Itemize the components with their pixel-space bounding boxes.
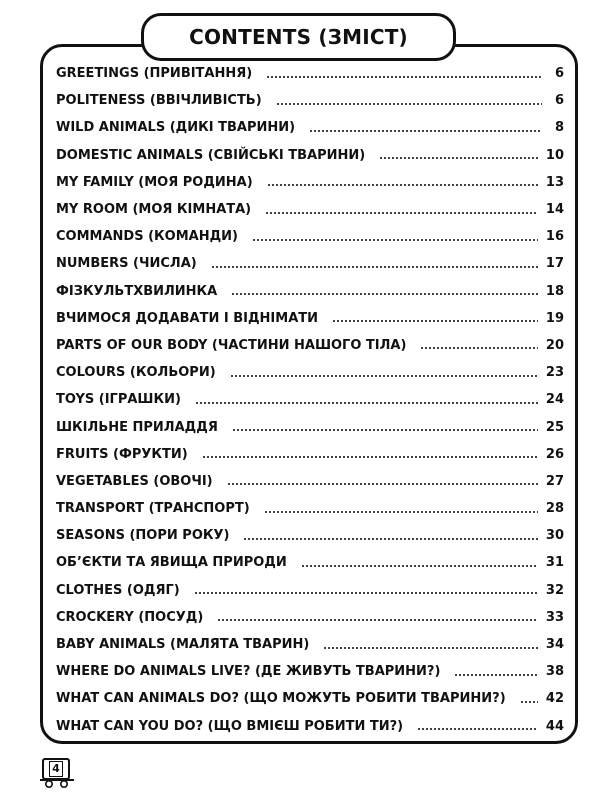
toc-entry-page: 32 xyxy=(545,582,564,598)
toc-entry-title: WHAT CAN YOU DO? (ЩО ВМІЄШ РОБИТИ ТИ?) xyxy=(56,718,404,734)
toc-entry-title: COMMANDS (КОМАНДИ) xyxy=(56,229,238,245)
toc-entry-title: NUMBERS (ЧИСЛА) xyxy=(56,256,197,272)
toc-entry-title: TRANSPORT (ТРАНСПОРТ) xyxy=(56,501,250,517)
toc-entry-title: FRUITS (ФРУКТИ) xyxy=(56,446,188,462)
dot-leader xyxy=(309,130,542,132)
toc-entry-page: 33 xyxy=(545,609,564,625)
toc-entry-page: 16 xyxy=(545,229,564,245)
toc-entry[interactable] xyxy=(56,169,564,196)
dot-leader xyxy=(417,728,538,730)
toc-entry-title: DOMESTIC ANIMALS (СВІЙСЬКІ ТВАРИНИ) xyxy=(56,147,366,163)
dot-leader xyxy=(301,565,538,567)
toc-entry-page: 6 xyxy=(554,66,564,82)
dot-leader xyxy=(243,538,537,540)
toc-entry[interactable] xyxy=(56,60,564,87)
dot-leader xyxy=(195,402,538,404)
toc-entry-title: SEASONS (ПОРИ РОКУ) xyxy=(56,528,230,544)
toc-entry-page: 20 xyxy=(545,337,564,353)
dot-leader xyxy=(420,347,537,349)
toc-entry[interactable] xyxy=(56,332,564,359)
toc-entry[interactable] xyxy=(56,142,564,169)
dot-leader xyxy=(217,619,538,621)
toc-entry-page: 24 xyxy=(545,392,564,408)
dot-leader xyxy=(252,239,538,241)
table-of-contents xyxy=(56,60,564,740)
dot-leader xyxy=(227,483,538,485)
toc-entry[interactable] xyxy=(56,223,564,250)
toc-entry[interactable] xyxy=(56,87,564,114)
toc-entry-page: 19 xyxy=(545,310,564,326)
toc-entry-title: MY ROOM (МОЯ КІМНАТА) xyxy=(56,202,252,218)
toc-entry[interactable] xyxy=(56,278,564,305)
toc-entry-title: ФІЗКУЛЬТХВИЛИНКА xyxy=(56,283,218,299)
toc-entry-title: BABY ANIMALS (МАЛЯТА ТВАРИН) xyxy=(56,637,310,653)
toc-entry-title: POLITENESS (ВВІЧЛИВІСТЬ) xyxy=(56,93,262,109)
toc-entry[interactable] xyxy=(56,468,564,495)
dot-leader xyxy=(323,647,538,649)
toc-entry[interactable] xyxy=(56,196,564,223)
toc-entry-page: 6 xyxy=(554,93,564,109)
wagon-icon xyxy=(42,758,70,780)
toc-entry-title: ВЧИМОСЯ ДОДАВАТИ І ВІДНІМАТИ xyxy=(56,310,319,326)
dot-leader xyxy=(276,103,542,105)
toc-entry-title: ОБ’ЄКТИ ТА ЯВИЩА ПРИРОДИ xyxy=(56,555,287,571)
dot-leader xyxy=(230,375,538,377)
page-title: CONTENTS (ЗМІСТ) xyxy=(189,25,408,49)
toc-entry-title: GREETINGS (ПРИВІТАННЯ) xyxy=(56,66,253,82)
wheels-icon xyxy=(40,778,74,788)
toc-entry-page: 23 xyxy=(545,365,564,381)
toc-entry[interactable] xyxy=(56,685,564,712)
dot-leader xyxy=(332,320,538,322)
toc-entry-page: 8 xyxy=(554,120,564,136)
toc-entry-page: 27 xyxy=(545,473,564,489)
dot-leader xyxy=(232,429,538,431)
toc-entry[interactable] xyxy=(56,359,564,386)
toc-entry-title: CLOTHES (ОДЯГ) xyxy=(56,582,180,598)
toc-entry-title: MY FAMILY (МОЯ РОДИНА) xyxy=(56,174,253,190)
dot-leader xyxy=(379,157,538,159)
toc-entry-title: TOYS (ІГРАШКИ) xyxy=(56,392,181,408)
toc-entry-title: WHAT CAN ANIMALS DO? (ЩО МОЖУТЬ РОБИТИ ТВАРИНИ?) xyxy=(56,691,506,707)
dot-leader xyxy=(454,674,538,676)
toc-entry[interactable] xyxy=(56,631,564,658)
page-number-badge xyxy=(40,758,74,788)
toc-entry[interactable] xyxy=(56,522,564,549)
toc-entry-page: 10 xyxy=(545,147,564,163)
toc-entry[interactable] xyxy=(56,305,564,332)
dot-leader xyxy=(520,701,538,703)
toc-entry-page: 31 xyxy=(545,555,564,571)
toc-entry-page: 25 xyxy=(545,419,564,435)
toc-entry[interactable] xyxy=(56,495,564,522)
toc-entry[interactable] xyxy=(56,114,564,141)
toc-entry[interactable] xyxy=(56,658,564,685)
toc-entry-title: WILD ANIMALS (ДИКІ ТВАРИНИ) xyxy=(56,120,296,136)
toc-entry-title: CROCKERY (ПОСУД) xyxy=(56,609,204,625)
dot-leader xyxy=(265,212,538,214)
toc-entry-title: COLOURS (КОЛЬОРИ) xyxy=(56,365,216,381)
toc-entry[interactable] xyxy=(56,441,564,468)
dot-leader xyxy=(194,592,538,594)
toc-entry-title: VEGETABLES (ОВОЧІ) xyxy=(56,473,213,489)
toc-entry[interactable] xyxy=(56,386,564,413)
toc-entry[interactable] xyxy=(56,549,564,576)
toc-entry[interactable] xyxy=(56,250,564,277)
dot-leader xyxy=(211,266,538,268)
toc-entry-title: ШКІЛЬНЕ ПРИЛАДДЯ xyxy=(56,419,218,435)
toc-entry-page: 28 xyxy=(545,501,564,517)
toc-entry-title: PARTS OF OUR BODY (ЧАСТИНИ НАШОГО ТІЛА) xyxy=(56,337,407,353)
dot-leader xyxy=(266,76,542,78)
toc-entry[interactable] xyxy=(56,604,564,631)
dot-leader xyxy=(264,511,538,513)
toc-entry[interactable] xyxy=(56,713,564,740)
page-number: 4 xyxy=(49,761,63,777)
dot-leader xyxy=(267,184,538,186)
toc-entry-page: 17 xyxy=(545,256,564,272)
toc-entry-page: 14 xyxy=(545,202,564,218)
toc-entry-page: 26 xyxy=(545,446,564,462)
toc-entry-page: 13 xyxy=(545,174,564,190)
contents-title-box xyxy=(141,13,456,61)
toc-entry-title: WHERE DO ANIMALS LIVE? (ДЕ ЖИВУТЬ ТВАРИНИ?) xyxy=(56,664,441,680)
dot-leader xyxy=(202,456,538,458)
toc-entry[interactable] xyxy=(56,577,564,604)
toc-entry-page: 42 xyxy=(545,691,564,707)
toc-entry-page: 34 xyxy=(545,637,564,653)
toc-entry[interactable] xyxy=(56,413,564,440)
toc-entry-page: 38 xyxy=(545,664,564,680)
toc-entry-page: 44 xyxy=(545,718,564,734)
toc-entry-page: 30 xyxy=(545,528,564,544)
dot-leader xyxy=(231,293,538,295)
toc-entry-page: 18 xyxy=(545,283,564,299)
